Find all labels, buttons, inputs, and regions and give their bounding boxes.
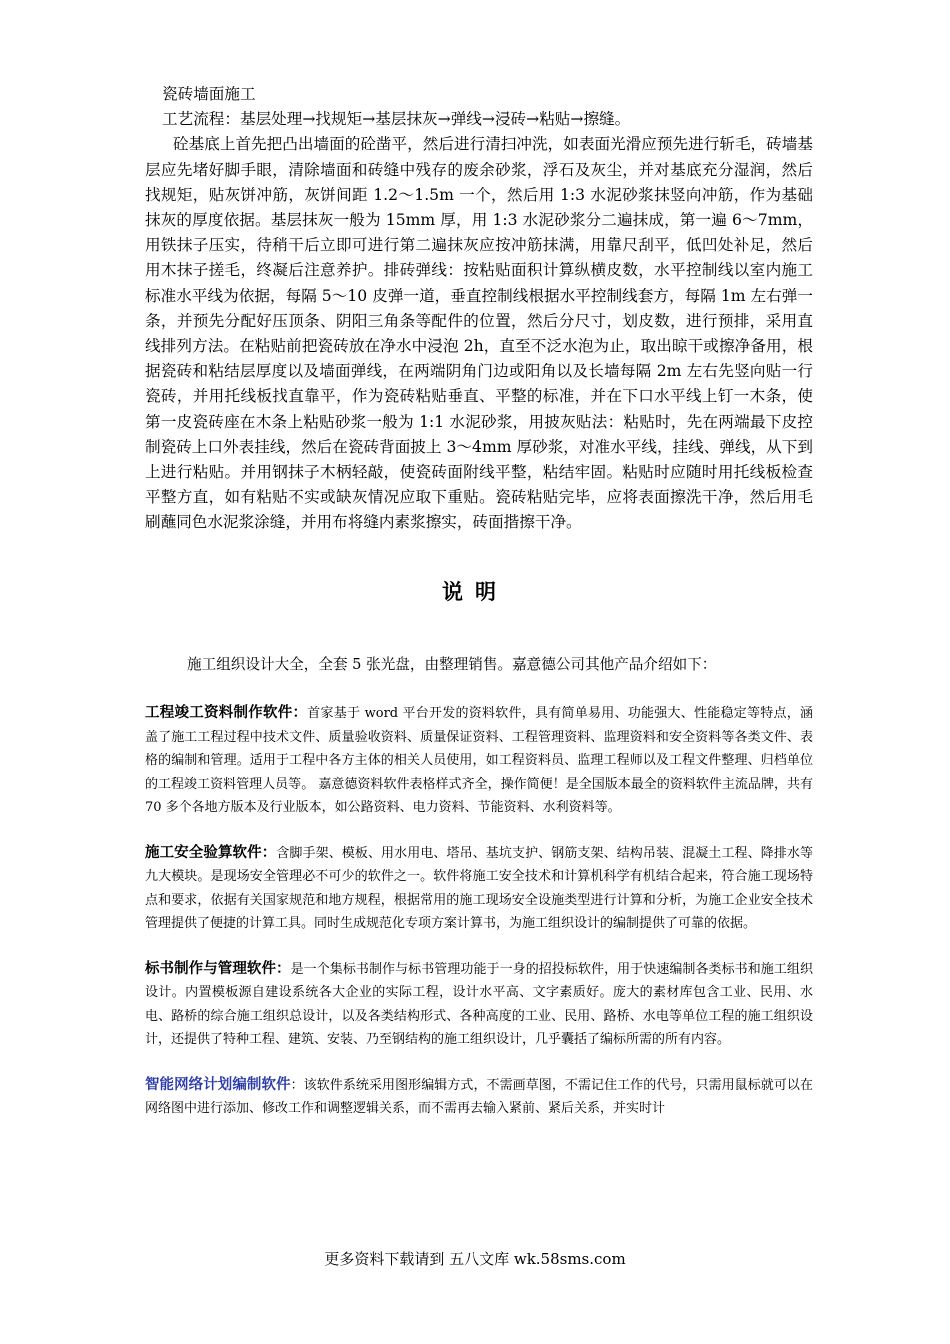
product-description: 是一个集标书制作与标书管理功能于一身的招投标软件，用于快速编制各类标书和施工组织设计。内置模板源自建设系统各大企业的实际工程，设计水平高、文字素质好。庞大的素材库包含工业、民用、水电、路桥的综合施工组织总设计，以及各类结构形式、各种高度的工业、民用、路桥、水电等单位工程的施工组织设计，还提供了特种工程、建筑、安装、乃至钢结构的施工组织设计，几乎囊括了编标所需的所有内容。	[145, 961, 813, 1047]
intro-paragraph: 施工组织设计大全，全套 5 张光盘，由整理销售。嘉意德公司其他产品介绍如下：	[187, 656, 717, 673]
section-body: 砼基底上首先把凸出墙面的砼凿平，然后进行清扫冲洗，如表面光滑应预先进行斩毛，砖墙基层应先堵好脚手眼，清除墙面和砖缝中残存的废余砂浆，浮石及灰尘，并对基底充分湿润，然后找规矩，贴灰饼冲筋，灰饼间距 1.2～1.5m 一个，然后用 1:3 水泥砂浆抹竖向冲筋，作为基础抹灰的厚度依据。基层抹灰一般为 15mm 厚，用 1:3 水泥砂浆分二遍抹成，第一遍 6～7mm，用铁抹子压实，待稍干后立即可进行第二遍抹灰应按冲筋抹满，用靠尺刮平，低凹处补足，然后用木抹子搓毛，终凝后注意养护。排砖弹线：按粘贴面积计算纵横皮数，水平控制线以室内施工标准水平线为依据，每隔 5～10 皮弹一道，垂直控制线根据水平控制线套方，每隔 1m 左右弹一条，并预先分配好压顶条、阴阳三角条等配件的位置，然后分尺寸，划皮数，进行预排，采用直线排列方法。在粘贴前把瓷砖放在净水中浸泡 2h，直至不泛水泡为止，取出晾干或擦净备用，根据瓷砖和粘结层厚度以及墙面弹线，在两端阴角门边或阳角以及长墙每隔 2m 左右先竖向贴一行瓷砖，并用托线板找直靠平，作为瓷砖粘贴垂直、平整的标准，并在下口水平线上钉一木条，使第一皮瓷砖座在木条上粘贴砂浆一般为 1:1 水泥砂浆，用披灰贴法：粘贴时，先在两端最下皮控制瓷砖上口外表挂线，然后在瓷砖背面披上 3～4mm 厚砂浆，对准水平线，挂线、弹线，从下到上进行粘贴。并用钢抹子木柄轻敲，使瓷砖面附线平整，粘结牢固。粘贴时应随时用托线板检查平整方直，如有粘贴不实或缺灰情况应取下重贴。瓷砖粘贴完毕，应将表面擦洗干净，然后用毛刷蘸同色水泥浆涂缝，并用布将缝内素浆擦实，砖面揩擦干净。	[145, 135, 813, 532]
product-item	[145, 702, 813, 820]
product-item	[145, 842, 813, 936]
product-item	[145, 958, 813, 1052]
product-description: 首家基于 word 平台开发的资料软件，具有简单易用、功能强大、性能稳定等特点，涵盖了施工工程过程中技术文件、质量验收资料、质量保证资料、工程管理资料、监理资料和安全资料等各类文件、表格的编制和管理。适用于工程中各方主体的相关人员使用，如工程资料员、监理工程师以及工程文件整理、归档单位的工程竣工资料管理人员等。 嘉意德资料软件表格样式齐全，操作简便！是全国版本最全的资料软件主流品牌，共有 70 多个各地方版本及行业版本，如公路资料、电力资料、节能资料、水利资料等。	[145, 706, 813, 815]
product-list	[145, 702, 813, 1121]
tile-wall-section	[145, 82, 813, 536]
product-description: 含脚手架、模板、用水用电、塔吊、基坑支护、钢筋支架、结构吊装、混凝土工程、降排水等九大模块。是现场安全管理必不可少的软件之一。软件将施工安全技术和计算机科学有机结合起来，符合施工现场特点和要求，依据有关国家规范和地方规程，根据常用的施工现场安全设施类型进行计算和分析，为施工企业安全技术管理提供了便捷的计算工具。同时生成规范化专项方案计算书，为施工组织设计的编制提供了可靠的依据。	[145, 845, 813, 931]
product-name-colon: ：	[290, 1077, 304, 1093]
product-description: 该软件系统采用图形编辑方式，不需画草图，不需记住工作的代号，只需用鼠标就可以在网络图中进行添加、修改工作和调整逻辑关系，而不需再去输入紧前、紧后关系，并实时计	[145, 1077, 813, 1116]
footer-download-link[interactable]: 更多资料下载请到 五八文库 wk.58sms.com	[324, 1250, 626, 1268]
explanation-heading: 说明	[442, 580, 508, 604]
product-item	[145, 1074, 813, 1121]
section-title: 瓷砖墙面施工	[162, 85, 256, 103]
product-name: 标书制作与管理软件：	[145, 960, 291, 977]
product-name: 工程竣工资料制作软件：	[145, 705, 308, 721]
process-flow: 工艺流程：基层处理→找规矩→基层抹灰→弹线→浸砖→粘贴→擦缝。	[162, 110, 631, 129]
product-name: 智能网络计划编制软件	[145, 1076, 291, 1093]
product-name: 施工安全验算软件：	[145, 844, 277, 861]
